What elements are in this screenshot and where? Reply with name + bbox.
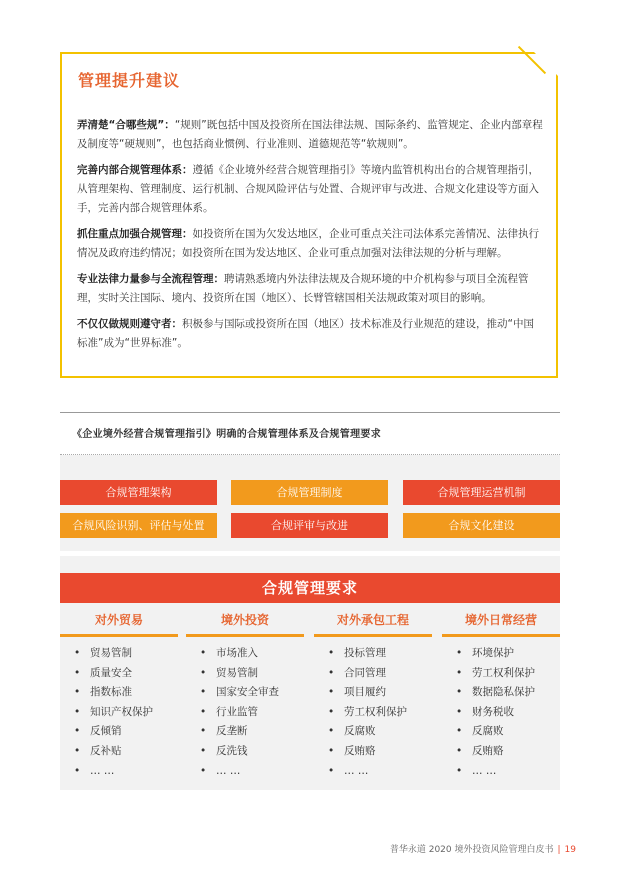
framework-item-mechanism: 合规管理运营机制 — [403, 480, 560, 505]
paragraph-text: 积极参与国际或投资所在国（地区）技术标准及行业规范的建设，推动“中国标准”成为“世界标准”。 — [77, 318, 534, 349]
list-item: • 反倾销 — [74, 722, 192, 742]
requirements-banner: 合规管理要求 — [60, 573, 560, 603]
framework-item-risk: 合规风险识别、评估与处置 — [60, 513, 217, 538]
section-divider — [60, 412, 560, 413]
column-list-contracting — [328, 644, 446, 781]
column-underline — [186, 634, 304, 637]
list-item: • 反垄断 — [200, 722, 318, 742]
suggestion-paragraph — [77, 161, 543, 218]
list-item: • 贸易管制 — [200, 664, 318, 684]
list-item: • 反补贴 — [74, 742, 192, 762]
list-item: • … … — [456, 762, 574, 782]
list-item: • 环境保护 — [456, 644, 574, 664]
paragraph-text: 聘请熟悉境内外法律法规及合规环境的中介机构参与项目全流程管理，实时关注国际、境内、投资所在国（地区）、长臂管辖国相关法规政策对项目的影响。 — [77, 273, 529, 304]
column-underline — [314, 634, 432, 637]
list-item: • 反洗钱 — [200, 742, 318, 762]
list-item: • 质量安全 — [74, 664, 192, 684]
framework-heading: 《企业境外经营合规管理指引》明确的合规管理体系及合规管理要求 — [72, 429, 381, 440]
paragraph-text: 遵循《企业境外经营合规管理指引》等境内监管机构出台的合规管理指引，从管理架构、管理制度、运行机制、合规风险评估与处置、合规评审与改进、合规文化建设等方面入手，完善内部合规管理体系。 — [77, 164, 539, 214]
column-title-contracting: 对外承包工程 — [336, 613, 409, 627]
footer-title: 普华永道 2020 境外投资风险管理白皮书 — [389, 845, 554, 855]
framework-item-system: 合规管理制度 — [231, 480, 388, 505]
column-title-operations: 境外日常经营 — [464, 613, 537, 627]
list-item: • 投标管理 — [328, 644, 446, 664]
list-item: • 项目履约 — [328, 683, 446, 703]
column-underline — [60, 634, 178, 637]
suggestion-paragraph — [77, 270, 543, 308]
list-item: • 指数标准 — [74, 683, 192, 703]
paragraph-text: 如投资所在国为欠发达地区，企业可重点关注司法体系完善情况、法律执行情况及政府违约情况；如投资所在国为发达地区、企业可重点加强对法律法规的分析与理解。 — [77, 228, 539, 259]
column-underline — [442, 634, 560, 637]
paragraph-lead: 不仅仅做规则遵守者： — [77, 318, 182, 330]
paragraph-lead: 弄清楚“合哪些规”： — [77, 119, 175, 131]
suggestion-body — [77, 116, 543, 360]
framework-item-review: 合规评审与改进 — [231, 513, 388, 538]
column-title-investment: 境外投资 — [220, 613, 269, 627]
suggestion-box — [60, 52, 558, 378]
paragraph-lead: 完善内部合规管理体系： — [77, 164, 193, 176]
list-item: • … … — [74, 762, 192, 782]
list-item: • 劳工权利保护 — [328, 703, 446, 723]
paragraph-text: “规则”既包括中国及投资所在国法律法规、国际条约、监管规定、企业内部章程及制度等“硬规则”，也包括商业惯例、行业准则、道德规范等“软规则”。 — [77, 119, 543, 150]
framework-item-architecture: 合规管理架构 — [60, 480, 217, 505]
list-item: • 市场准入 — [200, 644, 318, 664]
list-item: • 反贿赂 — [328, 742, 446, 762]
column-list-investment — [200, 644, 318, 781]
list-item: • … … — [328, 762, 446, 782]
list-item: • 行业监管 — [200, 703, 318, 723]
paragraph-lead: 专业法律力量参与全流程管理： — [77, 273, 224, 285]
column-title-trade: 对外贸易 — [94, 613, 143, 627]
list-item: • 知识产权保护 — [74, 703, 192, 723]
suggestion-paragraph — [77, 315, 543, 353]
list-item: • 财务税收 — [456, 703, 574, 723]
list-item: • 贸易管制 — [74, 644, 192, 664]
column-list-trade — [74, 644, 192, 781]
paragraph-lead: 抓住重点加强合规管理： — [77, 228, 193, 240]
list-item: • 反腐败 — [456, 722, 574, 742]
column-list-operations — [456, 644, 574, 781]
list-item: • … … — [200, 762, 318, 782]
list-item: • 数据隐私保护 — [456, 683, 574, 703]
list-item: • 国家安全审查 — [200, 683, 318, 703]
framework-item-culture: 合规文化建设 — [403, 513, 560, 538]
list-item: • 反贿赂 — [456, 742, 574, 762]
suggestion-paragraph — [77, 116, 543, 154]
page-number: 19 — [564, 845, 576, 855]
list-item: • 合同管理 — [328, 664, 446, 684]
suggestion-paragraph — [77, 225, 543, 263]
list-item: • 劳工权利保护 — [456, 664, 574, 684]
footer-separator: | — [557, 845, 561, 855]
suggestion-title: 管理提升建议 — [78, 71, 181, 90]
list-item: • 反腐败 — [328, 722, 446, 742]
page-footer — [390, 842, 576, 855]
